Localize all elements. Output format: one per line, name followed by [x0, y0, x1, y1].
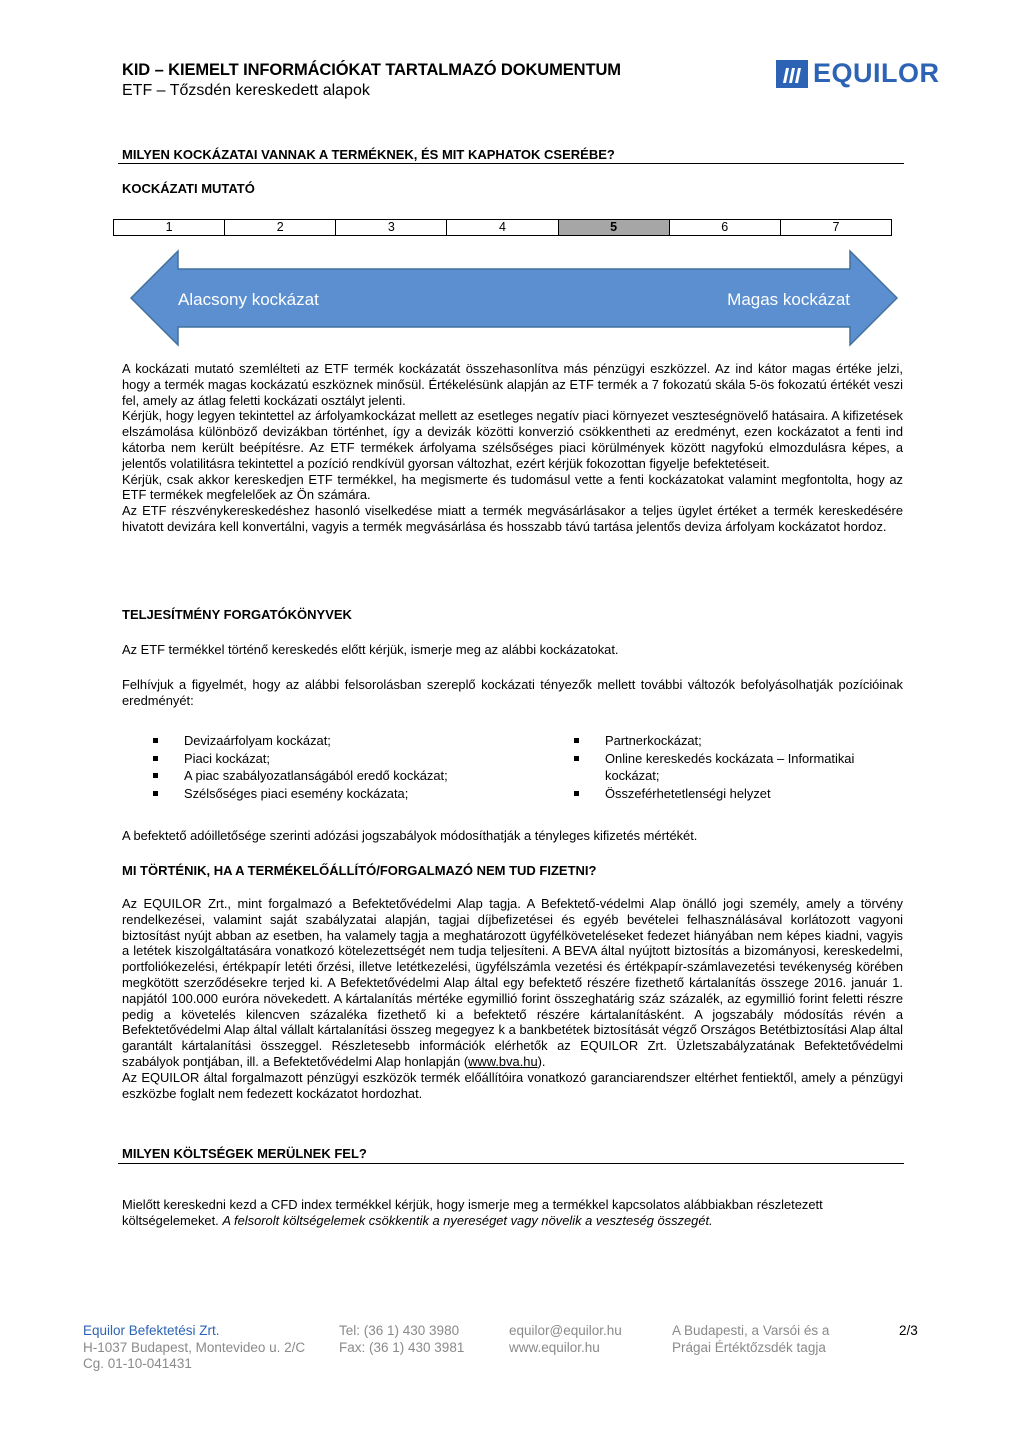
footer-website: www.equilor.hu	[509, 1339, 600, 1355]
risk-direction-arrow	[128, 249, 900, 347]
footer-contact-block	[509, 1323, 622, 1356]
paragraph: Az EQUILOR által forgalmazott pénzügyi eszközök termék előállítóira vonatkozó garanciarendszer eltérhet fentiektől, amely a pénzügyi eszközbe foglalt nem fedezett kockázatot hordozhat.	[122, 1069, 903, 1101]
equilor-logo	[776, 60, 954, 92]
tax-note: A befektető adóilletősége szerinti adózási jogszabályok módosíthatják a tényleges kifizetés mértékét.	[122, 828, 698, 843]
footer-company-name: Equilor Befektetési Zrt.	[83, 1323, 220, 1338]
risk-indicator-heading: KOCKÁZATI MUTATÓ	[122, 181, 255, 196]
paragraph: A kockázati mutató szemlélteti az ETF termék kockázatát összehasonlítva más pénzügyi eszközzel. Az ind kátor magas értéke jelzi, hogy a termék magas kockázatú eszköznek minősül. Értékelésünk alapján az ETF termék a 7 fokozatú skála 5-ös fokozatú értékét veszi fel, amely az átlag feletti kockázati osztályt jelenti.	[122, 361, 903, 408]
footer-membership-line: Prágai Értéktőzsdék tagja	[672, 1339, 826, 1355]
costs-intro: Mielőtt kereskedni kezd a CFD index termékkel kérjük, hogy ismerje meg a termékkel kapcsolatos alábbiakban részletezett költségelemeket.	[122, 1197, 823, 1228]
investor-protection-text: Az EQUILOR Zrt., mint forgalmazó a Befektetővédelmi Alap tagja. A Befektető-védelmi Alap önálló jogi személy, amely a törvény rendelkezései, valamint saját szabályzatai alapján, tagjai díjbefizetései és egyéb bevételei felhasználásával korlátozott vagyoni biztosítást nyújt abban az esetben, ha valamely tagja a meghatározott ügyfélköveteléseket fedezet hiányában nem képes kiadni, vagyis a letétek kiszolgáltatására vonatkozó kötelezettségét nem tudja teljesíteni. A BEVA által nyújtott biztosítás a bizományosi, kereskedelmi, portfoliókezelési, értékpapír letéti őrzési, illetve letétkezelési, ügyfélszámla vezetési és értékpapír-számlavezetési tevékenység körében megkötött szerződésekre terjed ki. A Befektetővédelmi Alap által egy befektető részére fizethető kártalanítás összege 2016. január 1. napjától 100.000 euróra növekedett. A kártalanítás mértéke egymillió forint összeghatárig száz százalék, az egymillió forint feletti részre pedig a követelés kilencven százaléka fizethető ki a befektető részére kártalanításként. A jogszabály módosítás révén a Befektetővédelmi Alap által vállalt kártalanítási összeg megegyez k a bankbetétek biztosítását végző Országos Betétbiztosítási Alap által garantált kártalanítási összeggel. Részletesebb információk elérhetők az EQUILOR Zrt. Üzletszabályzatának Befektetővédelmi szabályok pontjában, ill. a Befektetővédelmi Alap honlapján (	[122, 896, 903, 1069]
risk-scale-level: 2	[225, 220, 336, 235]
arrow-label-high: Magas kockázat	[727, 290, 850, 309]
risk-scale-level: 7	[832, 220, 840, 234]
footer-membership-block	[672, 1323, 829, 1356]
document-subtitle: ETF – Tőzsdén kereskedett alapok	[122, 82, 370, 99]
document-title: KID – KIEMELT INFORMÁCIÓKAT TARTALMAZÓ DOKUMENTUM	[122, 61, 621, 79]
paragraph: Kérjük, hogy legyen tekintettel az árfolyamkockázat mellett az esetleges negatív piaci környezet veszteségnövelő hatásaira. A kifizetések elszámolása különböző devizákban történhet, így a devizák közötti konverzió csökkentheti az eredményt, ezen kockázatot a fenti ind kátorba nem került beépítésre. Az ETF termékek árfolyama szélsőséges piaci körülmények között nagyfokú elmozdulásra képes, a jelentős volatilitásra tekintettel a pozíció rendkívül gyorsan változhat, ezért kérjük fokozottan figyelje befektetéseit.	[122, 408, 903, 471]
footer-membership-line: A Budapesti, a Varsói és a	[672, 1323, 830, 1338]
paragraph: Az ETF részvénykereskedéshez hasonló viselkedése miatt a termék megvásárlásakor a teljes ügylet értéket a termék kereskedésére hivatott devizára kell konvertálni, vagyis a termék megvásárlása és hosszabb távú tartása jelentős deviza árfolyam kockázatot hordoz.	[122, 503, 903, 534]
risk-scale-level: 3	[336, 220, 447, 235]
section-heading-performance: TELJESÍTMÉNY FORGATÓKÖNYVEK	[122, 607, 352, 622]
risk-description	[122, 361, 903, 535]
logo-wordmark: EQUILOR	[813, 58, 940, 88]
risk-scale-level: 1	[114, 220, 225, 235]
risk-scale-level-selected: 5	[559, 220, 670, 235]
list-item: Szélsőséges piaci esemény kockázata;	[153, 785, 523, 803]
footer-registration: Cg. 01-10-041431	[83, 1356, 192, 1371]
list-item: Összeférhetetlenségi helyzet	[574, 785, 904, 803]
default-description	[122, 896, 903, 1101]
bva-website-link[interactable]: www.bva.hu	[468, 1053, 538, 1069]
section-heading-risks: MILYEN KOCKÁZATAI VANNAK A TERMÉKNEK, ÉS MIT KAPHATOK CSERÉBE?	[122, 147, 615, 162]
footer-address: H-1037 Budapest, Montevideo u. 2/C	[83, 1339, 306, 1355]
heading-rule	[118, 163, 904, 164]
performance-intro: Az ETF termékkel történő kereskedés előtt kérjük, ismerje meg az alábbi kockázatokat.	[122, 642, 619, 657]
footer-phone-block	[339, 1323, 464, 1356]
heading-rule	[118, 1163, 904, 1164]
risk-factor-list-right	[574, 732, 904, 802]
risk-scale-level: 4	[447, 220, 558, 235]
equilor-logo-mark-icon	[776, 60, 808, 88]
paragraph	[122, 896, 903, 1070]
costs-emphasis: A felsorolt költségelemek csökkentik a nyereséget vagy növelik a veszteség összegét.	[222, 1212, 713, 1228]
section-heading-costs: MILYEN KÖLTSÉGEK MERÜLNEK FEL?	[122, 1146, 367, 1161]
risk-factor-list-left	[153, 732, 523, 802]
section-heading-default: MI TÖRTÉNIK, HA A TERMÉKELŐÁLLÍTÓ/FORGALMAZÓ NEM TUD FIZETNI?	[122, 863, 597, 878]
page-number: 2/3	[899, 1323, 918, 1338]
list-item: Partnerkockázat;	[574, 732, 904, 750]
list-item: A piac szabályozatlanságából eredő kockázat;	[153, 767, 523, 785]
risk-scale	[113, 219, 892, 236]
performance-note: Felhívjuk a figyelmét, hogy az alábbi felsorolásban szereplő kockázati tényezők mellett további változók befolyásolhatják pozícióinak eredményét:	[122, 677, 903, 708]
costs-description	[122, 1197, 903, 1229]
list-item: Online kereskedés kockázata – Informatikai kockázat;	[574, 750, 904, 785]
paragraph-closing: ).	[537, 1053, 546, 1069]
footer-email: equilor@equilor.hu	[509, 1323, 622, 1338]
footer-fax: Fax: (36 1) 430 3981	[339, 1339, 465, 1355]
arrow-label-low: Alacsony kockázat	[178, 290, 319, 309]
list-item: Piaci kockázat;	[153, 750, 523, 768]
list-item: Devizaárfolyam kockázat;	[153, 732, 523, 750]
paragraph: Kérjük, csak akkor kereskedjen ETF termékkel, ha megismerte és tudomásul vette a fenti kockázatokat valamint megfontolta, hogy az ETF termékek megfelelőek az Ön számára.	[122, 471, 903, 503]
footer-company-block	[83, 1323, 305, 1373]
footer-tel: Tel: (36 1) 430 3980	[339, 1323, 460, 1338]
risk-scale-level: 6	[670, 220, 781, 235]
